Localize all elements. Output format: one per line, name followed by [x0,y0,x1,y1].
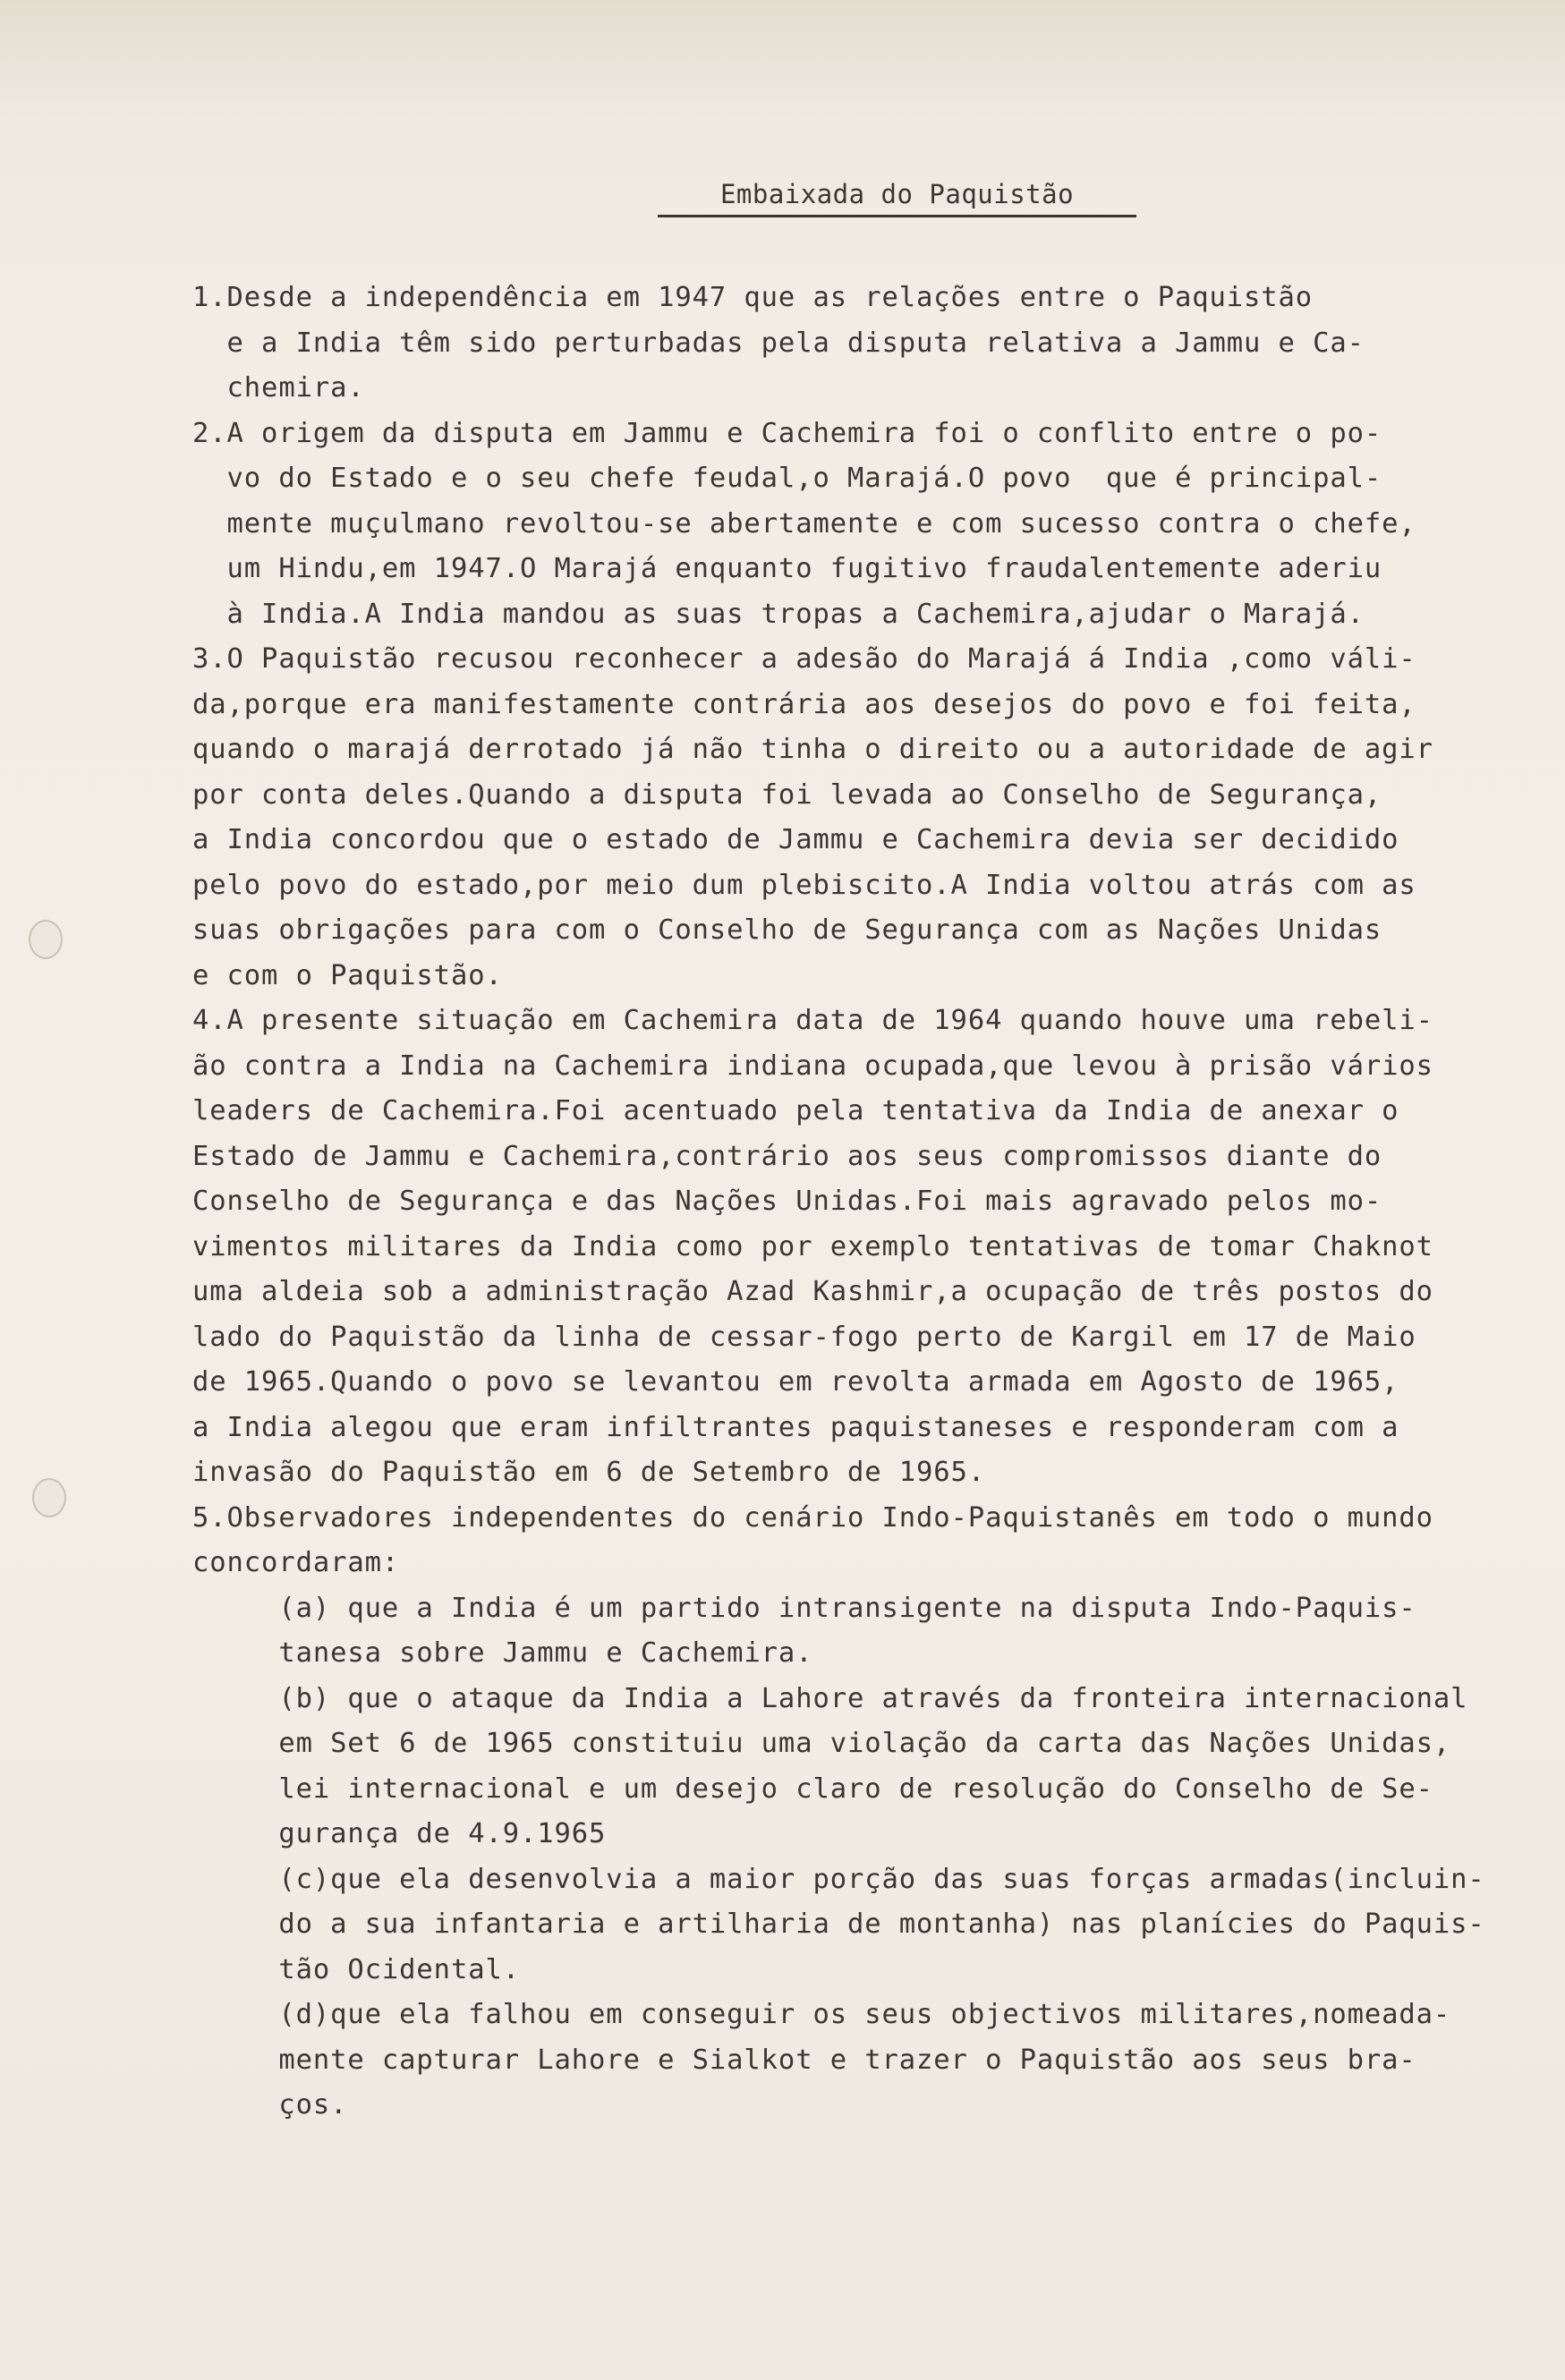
document-line: e a India têm sido perturbadas pela disputa relativa a Jammu e Ca- [192,327,1365,359]
document-line: concordaram: [192,1547,400,1578]
document-line: mente capturar Lahore e Sialkot e trazer o Paquistão aos seus bra- [192,2044,1416,2076]
document-line: pelo povo do estado,por meio dum plebiscito.A India voltou atrás com as [192,870,1416,901]
document-line: leaders de Cachemira.Foi acentuado pela tentativa da India de anexar o [192,1095,1399,1126]
document-line: ão contra a India na Cachemira indiana ocupada,que levou à prisão vários [192,1050,1433,1082]
document-line: 4.A presente situação em Cachemira data de 1964 quando houve uma rebeli- [192,1005,1433,1036]
document-line: de 1965.Quando o povo se levantou em revolta armada em Agosto de 1965, [192,1366,1399,1398]
document-line: ços. [192,2089,348,2121]
document-title: Embaixada do Paquistão [658,179,1136,217]
document-line: chemira. [192,372,365,404]
document-line: a India concordou que o estado de Jammu e Cachemira devia ser decidido [192,824,1399,855]
document-line: 1.Desde a independência em 1947 que as relações entre o Paquistão [192,282,1314,313]
document-line: em Set 6 de 1965 constituiu uma violação da carta das Nações Unidas, [192,1728,1451,1759]
document-line: do a sua infantaria e artilharia de montanha) nas planícies do Paquis- [192,1908,1485,1940]
document-line: Estado de Jammu e Cachemira,contrário aos seus compromissos diante do [192,1141,1382,1172]
document-line: lado do Paquistão da linha de cessar-fogo perto de Kargil em 17 de Maio [192,1322,1416,1353]
paper-fold-shadow [0,0,1565,107]
document-line: lei internacional e um desejo claro de resolução do Conselho de Se- [192,1773,1433,1805]
document-line: e com o Paquistão. [192,960,503,991]
document-line: (a) que a India é um partido intransigente na disputa Indo-Paquis- [192,1593,1416,1624]
document-line: mente muçulmano revoltou-se abertamente e com sucesso contra o chefe, [192,508,1416,540]
document-line: Conselho de Segurança e das Nações Unidas.Foi mais agravado pelos mo- [192,1186,1382,1217]
document-line: (c)que ela desenvolvia a maior porção das suas forças armadas(incluin- [192,1864,1485,1895]
document-line: 5.Observadores independentes do cenário Indo-Paquistanês em todo o mundo [192,1502,1433,1534]
document-line: invasão do Paquistão em 6 de Setembro de 1965. [192,1457,986,1488]
document-line: um Hindu,em 1947.O Marajá enquanto fugitivo fraudalentemente aderiu [192,553,1382,584]
document-line: gurança de 4.9.1965 [192,1818,607,1849]
document-line: 2.A origem da disputa em Jammu e Cachemira foi o conflito entre o po- [192,418,1382,449]
document-line: a India alegou que eram infiltrantes paquistaneses e responderam com a [192,1412,1399,1443]
punch-hole-upper [29,920,63,959]
document-line: tanesa sobre Jammu e Cachemira. [192,1637,813,1669]
document-line: vimentos militares da India como por exemplo tentativas de tomar Chaknot [192,1231,1433,1262]
document-line: à India.A India mandou as suas tropas a Cachemira,ajudar o Marajá. [192,599,1365,630]
document-line: quando o marajá derrotado já não tinha o direito ou a autoridade de agir [192,734,1433,765]
document-line: por conta deles.Quando a disputa foi levada ao Conselho de Segurança, [192,779,1382,811]
document-line: tão Ocidental. [192,1954,520,1985]
document-line: vo do Estado e o seu chefe feudal,o Marajá.O povo que é principal- [192,463,1382,494]
document-line: suas obrigações para com o Conselho de Segurança com as Nações Unidas [192,914,1382,946]
punch-hole-lower [32,1478,66,1517]
document-line: da,porque era manifestamente contrária aos desejos do povo e foi feita, [192,689,1416,720]
document-line: (b) que o ataque da India a Lahore através da fronteira internacional [192,1683,1468,1714]
document-line: uma aldeia sob a administração Azad Kashmir,a ocupação de três postos do [192,1276,1433,1307]
document-line: 3.O Paquistão recusou reconhecer a adesão do Marajá á India ,como váli- [192,643,1416,675]
document-line: (d)que ela falhou em conseguir os seus objectivos militares,nomeada- [192,1999,1451,2030]
